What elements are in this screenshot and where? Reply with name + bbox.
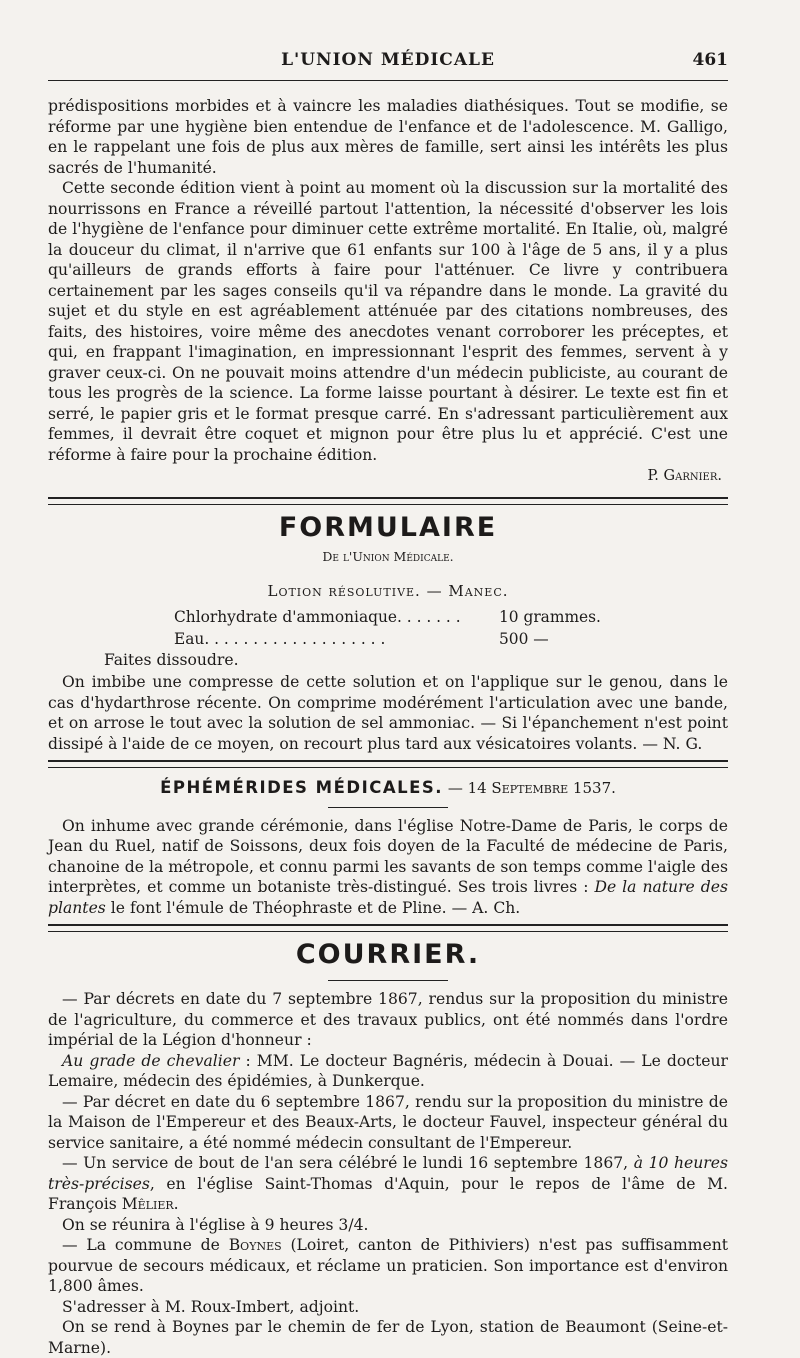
courrier-paragraph: S'adresser à M. Roux-Imbert, adjoint.	[62, 1297, 360, 1316]
book-title: De la nature des plantes	[48, 878, 728, 917]
grade-label: Au grade de chevalier	[62, 1051, 240, 1070]
ephemerides-date: — 14 Septembre 1537.	[447, 779, 616, 797]
courrier-title: COURRIER.	[295, 939, 481, 970]
courrier-paragraph: On se rend à Boynes par le chemin de fer de Lyon, station de Beaumont (Seine-et-Marne).	[48, 1318, 728, 1357]
ephemerides-text-b: le font l'émule de Théophraste et de Pline. — A. Ch.	[105, 898, 521, 917]
time-emphasis: à 10 heures très-précises	[48, 1154, 728, 1193]
ingredient-row	[48, 606, 728, 628]
ingredient-qty: 500 —	[499, 629, 549, 648]
ingredient-qty: 10 grammes.	[499, 607, 601, 626]
ephemerides-text	[48, 816, 728, 919]
ephemerides-heading	[48, 778, 728, 799]
courrier-text: : MM. Le docteur Bagnéris, médecin à Douai. — Le docteur Lemaire, médecin des épidémies, à Dunkerque.	[48, 1051, 728, 1090]
courrier-text: .	[173, 1195, 179, 1213]
short-divider	[328, 807, 448, 808]
formulaire-text: On imbibe une compresse de cette solution et on l'applique sur le genou, dans le cas d'hydarthrose récente. On comprime modérément l'articulation avec une bande, et on arrose le tout avec la solution de sel ammoniac. — Si l'épanchement n'est point dissipé à l'aide de ce moyen, on recourt plus tard aux vésicatoires volants. — N. G.	[48, 673, 728, 753]
ingredient-name: Eau. . . . . . . . . . . . . . . . . . .	[174, 629, 386, 648]
signature: P. Garnier.	[647, 468, 722, 484]
ephemerides-title: ÉPHÉMÉRIDES MÉDICALES.	[160, 778, 444, 797]
courrier-text: — La commune de	[62, 1236, 229, 1254]
person-name: Mêlier	[121, 1195, 174, 1213]
courrier-paragraph: On se réunira à l'église à 9 heures 3/4.	[62, 1215, 369, 1234]
courrier-text: (Loiret, canton de Pithiviers) n'est pas suffisamment pourvue de secours médicaux, et réclame un praticien. Son importance est d'environ 1,800 âmes.	[48, 1236, 729, 1295]
courrier-paragraph: — Par décrets en date du 7 septembre 1867, rendus sur la proposition du ministre de l'agriculture, du commerce et des travaux publics, ont été nommés dans l'ordre impérial de la Légion d'honneur :	[48, 990, 728, 1049]
courrier-text: — Un service de bout de l'an sera célébré le lundi 16 septembre 1867,	[62, 1154, 634, 1172]
formulaire-title: FORMULAIRE	[278, 511, 498, 543]
place-name: Boynes	[228, 1236, 282, 1254]
running-head: L'UNION MÉDICALE	[281, 50, 495, 70]
recipe-title: Lotion résolutive. — Manec.	[267, 582, 509, 600]
short-divider	[328, 980, 448, 981]
intro-paragraph-2: Cette seconde édition vient à point au moment où la discussion sur la mortalité des nourrissons en France a réveillé partout l'attention, la nécessité d'observer les lois de l'hygiène de l'enfance pour diminuer cette extrême mortalité. En Italie, où, malgré la douceur du climat, il n'arrive que 61 enfants sur 100 à l'âge de 5 ans, il y a plus qu'ailleurs de grands efforts à faire pour l'atténuer. Ce livre y contribuera certainement par les sages conseils qu'il va répandre dans le monde. La gravité du sujet et du style en est agréablement atténuée par des citations nombreuses, des faits, des histoires, voire même des anecdotes venant corroborer les préceptes, et qui, en frappant l'imagination, en impressionnant l'esprit des femmes, servent à y graver ceux-ci. On ne pouvait moins attendre d'un médecin publiciste, au courant de tous les progrès de la science. La forme laisse pourtant à désirer. Le texte est fin et serré, le papier gris et le format presque carré. En s'adressant particulièrement aux femmes, il devrait être coquet et mignon pour être plus lu et apprécié. C'est une réforme à faire pour la prochaine édition.	[48, 179, 728, 464]
page-number: 461	[692, 50, 728, 70]
ingredient-row	[48, 628, 728, 650]
courrier-paragraph: — Par décret en date du 6 septembre 1867, rendu sur la proposition du ministre de la Maison de l'Empereur et des Beaux-Arts, le docteur Fauvel, inspecteur général du service sanitaire, a été nommé médecin consultant de l'Empereur.	[48, 1092, 728, 1152]
section-divider	[48, 924, 728, 932]
ephemerides-text-a: On inhume avec grande cérémonie, dans l'église Notre-Dame de Paris, le corps de Jean du Ruel, natif de Soissons, deux fois doyen de la Faculté de médecine de Paris, chanoine de la métropole, et connu parmi les savants de son temps comme l'aigle des interprètes, et comme un botaniste très-distingué. Ses trois livres :	[48, 816, 728, 896]
page-header	[48, 46, 728, 81]
ingredient-name: Chlorhydrate d'ammoniaque. . . . . . .	[174, 607, 461, 626]
courrier-paragraph	[48, 1235, 728, 1297]
courrier-text: , en l'église Saint-Thomas d'Aquin, pour le repos de l'âme de M. François	[48, 1174, 728, 1213]
intro-paragraph-1: prédispositions morbides et à vaincre les maladies diathésiques. Tout se modifie, se réforme par une hygiène bien entendue de l'enfance et de l'adolescence. M. Galligo, en le rappelant une fois de plus aux mères de famille, sert ainsi les intérêts les plus sacrés de l'humanité.	[48, 97, 728, 177]
recipe-instruction: Faites dissoudre.	[104, 650, 239, 669]
section-divider	[48, 760, 728, 768]
section-divider	[48, 497, 728, 505]
article-body	[48, 96, 728, 1358]
formulaire-subtitle: De l'Union Médicale.	[322, 548, 454, 564]
courrier-paragraph	[48, 1153, 728, 1215]
courrier-paragraph	[48, 1051, 728, 1092]
